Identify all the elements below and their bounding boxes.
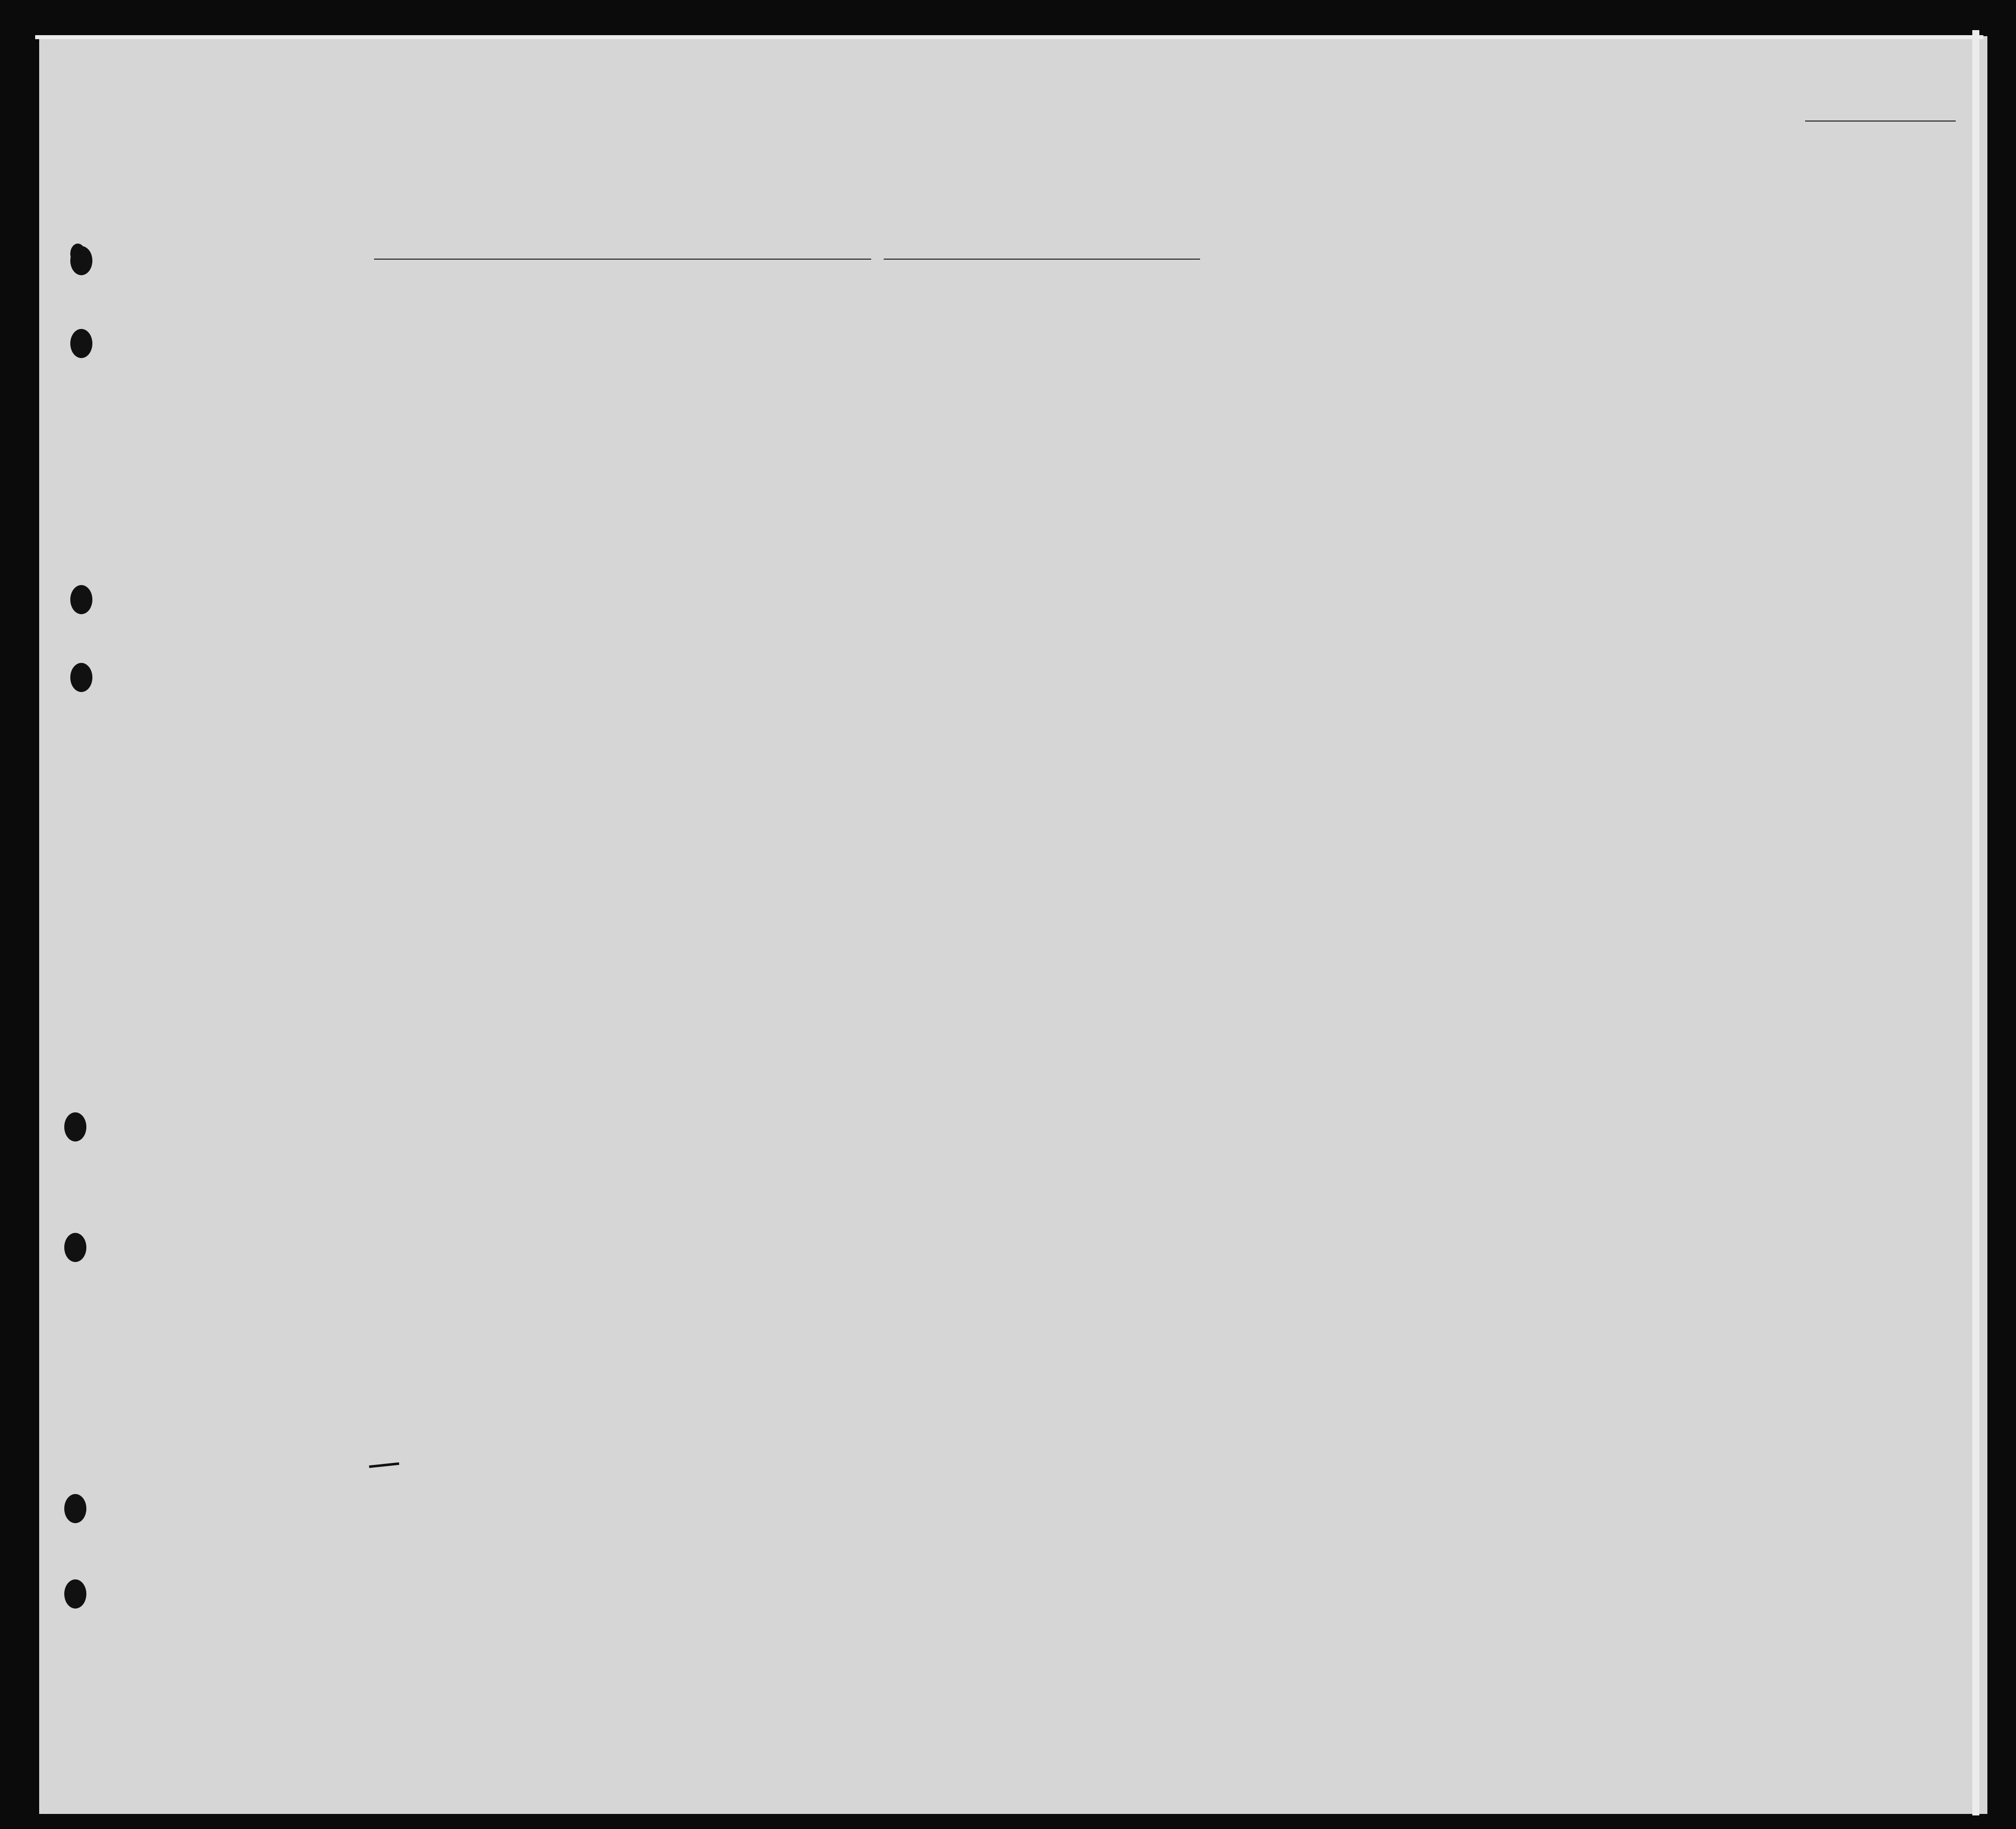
header-prison	[1300, 316, 1328, 442]
header-inches	[1675, 407, 1695, 444]
header-fifty-dollars	[714, 314, 740, 442]
header-q31	[1505, 316, 1526, 442]
header-purpose-return	[1177, 347, 1205, 442]
header-length-of-stay	[1225, 347, 1248, 442]
header-ticket	[587, 314, 613, 442]
header-polygamist	[1333, 316, 1353, 442]
header-q28	[1391, 316, 1441, 442]
header-feet	[1649, 417, 1670, 444]
header-q29	[1445, 316, 1473, 442]
header-anarchist	[1363, 316, 1383, 442]
header-become-citizen	[1259, 347, 1279, 442]
header-q30	[1479, 316, 1500, 442]
